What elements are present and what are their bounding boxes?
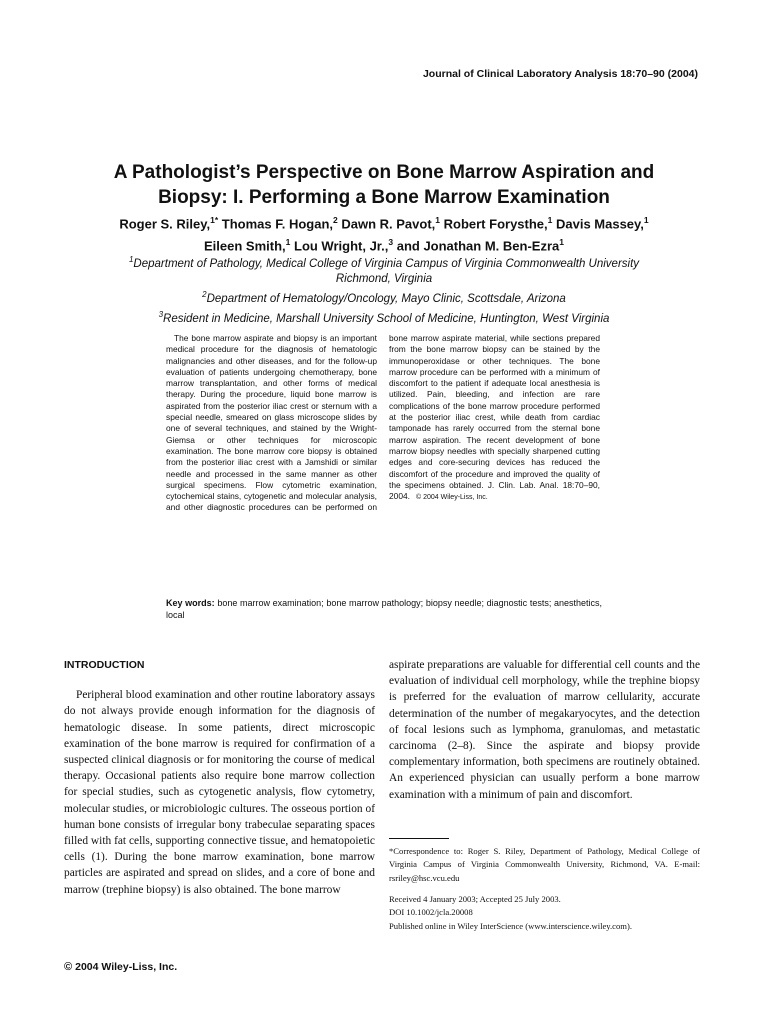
- affiliation-text: Department of Hematology/Oncology, Mayo Clinic, Scottsdale, Arizona: [206, 292, 566, 305]
- author-affiliation-mark: 1*: [210, 215, 219, 225]
- author-list: [40, 211, 728, 256]
- affiliation-1-cont: Richmond, Virginia: [335, 272, 433, 285]
- affiliation-number: 2: [202, 289, 207, 299]
- correspondence-footnote: *Correspondence to: Roger S. Riley, Department of Pathology, Medical College of Virginia Campus of Virginia Commonwealth University, Richmond, VA. E-mail: rsriley@hsc.vcu.edu: [389, 846, 700, 883]
- title-line-2: Biopsy: I. Performing a Bone Marrow Examination: [158, 187, 610, 208]
- copyright-icon: ©: [64, 961, 73, 973]
- author-affiliation-mark: 1: [559, 237, 564, 248]
- body-column-left: [64, 657, 375, 898]
- copyright-text: 2004 Wiley-Liss, Inc.: [75, 961, 178, 973]
- published-online: Published online in Wiley InterScience (www.interscience.wiley.com).: [389, 920, 632, 931]
- affiliation-text: Department of Pathology, Medical College of Virginia Campus of Virginia Commonwealth University: [133, 257, 640, 270]
- affiliation-text: Resident in Medicine, Marshall University School of Medicine, Huntington, West Virginia: [163, 312, 610, 325]
- title-line-1: A Pathologist’s Perspective on Bone Marrow Aspiration and: [113, 162, 655, 183]
- author-name: Robert Forysthe,: [440, 216, 548, 232]
- abstract-text: [166, 333, 600, 514]
- abstract-copyright: © 2004 Wiley-Liss, Inc.: [415, 494, 488, 502]
- footnote-divider: [389, 838, 449, 839]
- author-name: Eileen Smith,: [204, 238, 286, 254]
- publication-footnote: [389, 893, 700, 933]
- author-name: Roger S. Riley,: [119, 216, 211, 232]
- author-affiliation-mark: 1: [435, 215, 441, 225]
- affiliation-number: 1: [128, 255, 134, 264]
- affiliation-1: [40, 252, 728, 272]
- author-name: and Jonathan M. Ben-Ezra: [393, 238, 560, 254]
- page-copyright: [64, 961, 177, 973]
- doi: DOI 10.1002/jcla.20008: [389, 907, 473, 918]
- received-date: Received 4 January 2003; Accepted 25 July 2003.: [389, 894, 561, 904]
- affiliation-2: [40, 287, 728, 307]
- author-name: Lou Wright, Jr.,: [290, 238, 389, 254]
- abstract: [166, 333, 600, 609]
- author-affiliation-mark: 2: [333, 215, 338, 225]
- paper-title: [60, 160, 708, 210]
- affiliation-3: [40, 307, 728, 327]
- journal-citation: Journal of Clinical Laboratory Analysis 18:70–90 (2004): [422, 68, 698, 80]
- affiliation-number: 3: [158, 309, 164, 319]
- affiliation-list: [40, 252, 728, 326]
- author-name: Dawn R. Pavot,: [337, 216, 436, 232]
- keywords-text: bone marrow examination; bone marrow pathology; biopsy needle; diagnostic tests; anesthetics, local: [166, 598, 603, 620]
- abstract-body: The bone marrow aspirate and biopsy is an important medical procedure for the diagnosis of hematologic malignancies and other diseases, and for the follow-up evaluation of patients undergoing chemotherapy, bone marrow transplantation, and other forms of medical therapy. During the procedure, liquid bone marrow is aspirated from the posterior iliac crest or sternum with a special needle, smeared on glass microscope slides by one of several techniques, and stained by the Wright-Giemsa or other techniques for microscopic examination. The bone marrow core biopsy is obtained from the posterior iliac crest with a Jamshidi or similar needle and processed in the same manner as other surgical specimens. Flow cytometric examination, cytochemical stains, cytogenetic and molecular analysis, and other diagnostic procedures can be performed on bone marrow aspirate material, while sections prepared from the bone marrow biopsy can be stained by the immunoperoxidase or other techniques. The bone marrow procedure can be performed with a minimum of discomfort to the patient if adequate local anesthesia is utilized. Pain, bleeding, and infection are rare complications of the bone marrow procedure performed at the posterior iliac crest, while death from cardiac tamponade has rarely occurred from the sternal bone marrow aspiration. The recent development of bone marrow biopsy needles with specially sharpened cutting edges and core-securing devices has reduced the discomfort of the procedure and improved the quality of the specimens obtained. J. Clin. Lab. Anal. 18:70–90, 2004.: [166, 333, 600, 513]
- section-heading: INTRODUCTION: [64, 659, 145, 671]
- body-paragraph: aspirate preparations are valuable for differential cell counts and the evaluation of individual cell morphology, while the trephine biopsy is preferred for the evaluation of marrow cellularity, accurate determination of the number of megakaryocytes, and the detection of focal lesions such as lymphoma, granulomas, and metastatic carcinoma (2–8). Since the aspirate and biopsy provide complementary information, both specimens are routinely obtained. An experienced physician can usually perform a bone marrow examination with a minimum of pain and discomfort.: [389, 659, 700, 801]
- author-affiliation-mark: 1: [547, 215, 553, 225]
- author-affiliation-mark: 3: [388, 237, 394, 248]
- author-line-1: [40, 211, 728, 233]
- keywords-label: Key words:: [166, 598, 215, 608]
- keywords: [166, 597, 602, 621]
- body-paragraph: Peripheral blood examination and other routine laboratory assays do not always provide enough information for the diagnosis of hematologic disease. In some patients, direct microscopic examination of the bone marrow is required for confirmation of a suspected clinical diagnosis or for monitoring the course of medical therapy. Occasional patients also require bone marrow collection for special studies, such as cytogenetic analysis, flow cytometry, molecular studies, or microbiologic cultures. The osseous portion of human bone consists of irregular bony trabeculae separating spaces filled with fat cells, supporting connective tissue, and hematopoietic cells (1). During the bone marrow examination, bone marrow particles are aspirated and spread on slides, and a core of bone and marrow (trephine biopsy) is also obtained. The bone marrow: [64, 689, 375, 896]
- author-name: Thomas F. Hogan,: [218, 216, 334, 232]
- author-affiliation-mark: 1: [643, 215, 649, 225]
- author-name: Davis Massey,: [552, 216, 644, 232]
- body-column-right: [389, 657, 700, 803]
- author-affiliation-mark: 1: [285, 237, 291, 248]
